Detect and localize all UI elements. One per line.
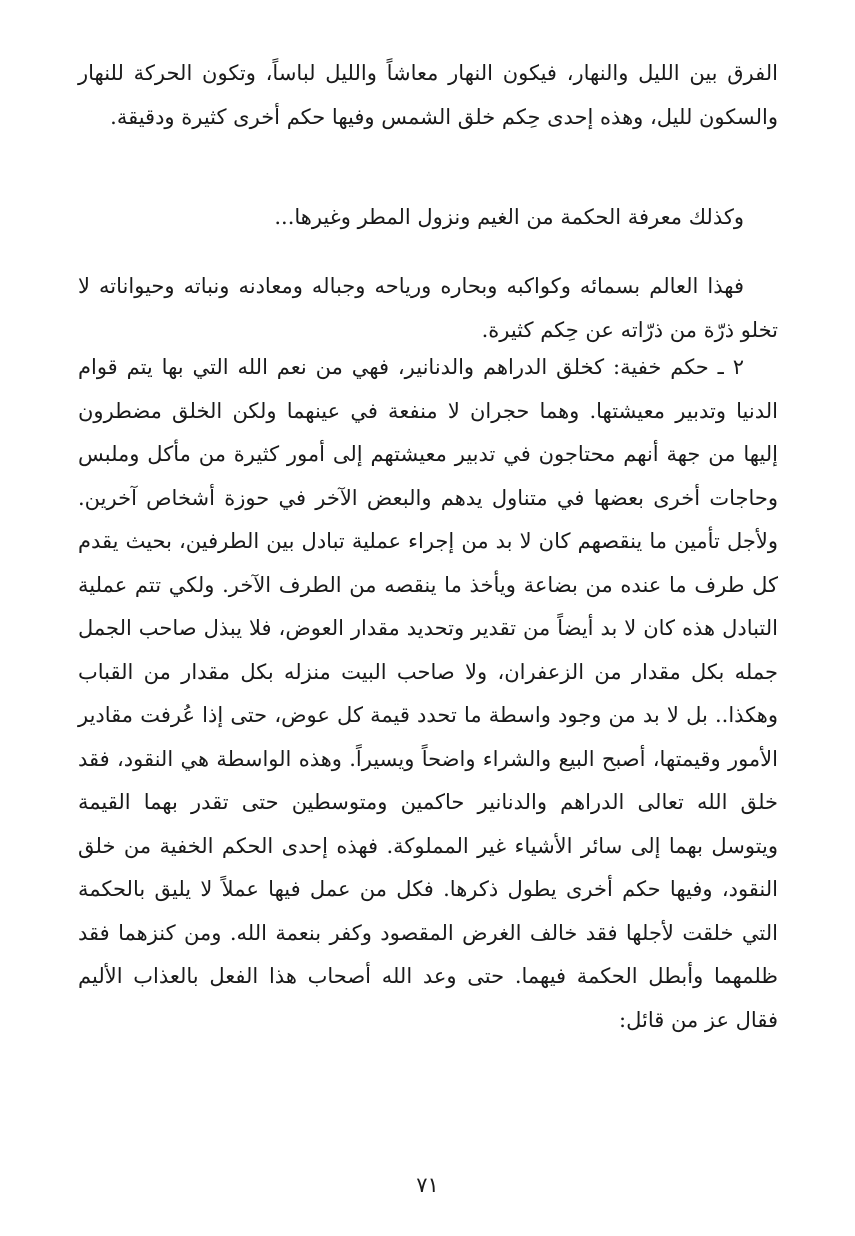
paragraph-world-wisdom: فهذا العالم بسمائه وكواكبه وبحاره ورياحه وجباله ومعادنه ونباته وحيواناته لا تخلو ذرّة من ذرّاته عن حِكم كثيرة. [78,274,778,342]
page-number: ٧١ [416,1173,439,1197]
paragraph-clouds-rain: وكذلك معرفة الحكمة من الغيم ونزول المطر وغيرها... [274,205,744,229]
paragraph-day-night: الفرق بين الليل والنهار، فيكون النهار معاشاً والليل لباساً، وتكون الحركة للنهار والسكون لليل، وهذه إحدى حِكم خلق الشمس وفيها حكم أخرى كثيرة ودقيقة. [78,61,778,129]
paragraph-hidden-wisdom: ٢ ـ حكم خفية: كخلق الدراهم والدنانير، فهي من نعم الله التي بها يتم قوام الدنيا وتدبير معيشتها. وهما حجران لا منفعة في عينهما ولكن الخلق مضطرون إليها من جهة أنهم محتاجون في تدبير معيشتهم إلى أمور كثيرة من مأكل وملبس وحاجات أخرى بعضها في متناول يدهم والبعض الآخر في حوزة أشخاص آخرين. ولأجل تأمين ما ينقصهم كان لا بد من إجراء عملية تبادل بين الطرفين، بحيث يقدم كل طرف ما عنده من بضاعة ويأخذ ما ينقصه من الطرف الآخر. ولكي تتم عملية التبادل هذه كان لا بد أيضاً من تقدير وتحديد مقدار العوض، فلا يبذل صاحب الجمل جمله بكل مقدار من الزعفران، ولا صاحب البيت منزله بكل مقدار من القباب وهكذا.. بل لا بد من وجود واسطة ما تحدد قيمة كل عوض، حتى إذا عُرفت مقادير الأمور وقيمتها، أصبح البيع والشراء واضحاً ويسيراً. وهذه الواسطة هي النقود، فقد خلق الله تعالى الدراهم والدنانير حاكمين ومتوسطين حتى تقدر بهما القيمة ويتوسل بهما إلى سائر الأشياء غير المملوكة. فهذه إحدى الحكم الخفية من خلق النقود، وفيها حكم أخرى يطول ذكرها. فكل من عمل فيها عملاً لا يليق بالحكمة التي خلقت لأجلها فقد خالف الغرض المقصود وكفر بنعمة الله. ومن كنزهما فقد ظلمهما وأبطل الحكمة فيهما. حتى وعد الله أصحاب هذا الفعل بالعذاب الأليم فقال عز من قائل: [78,355,778,1032]
